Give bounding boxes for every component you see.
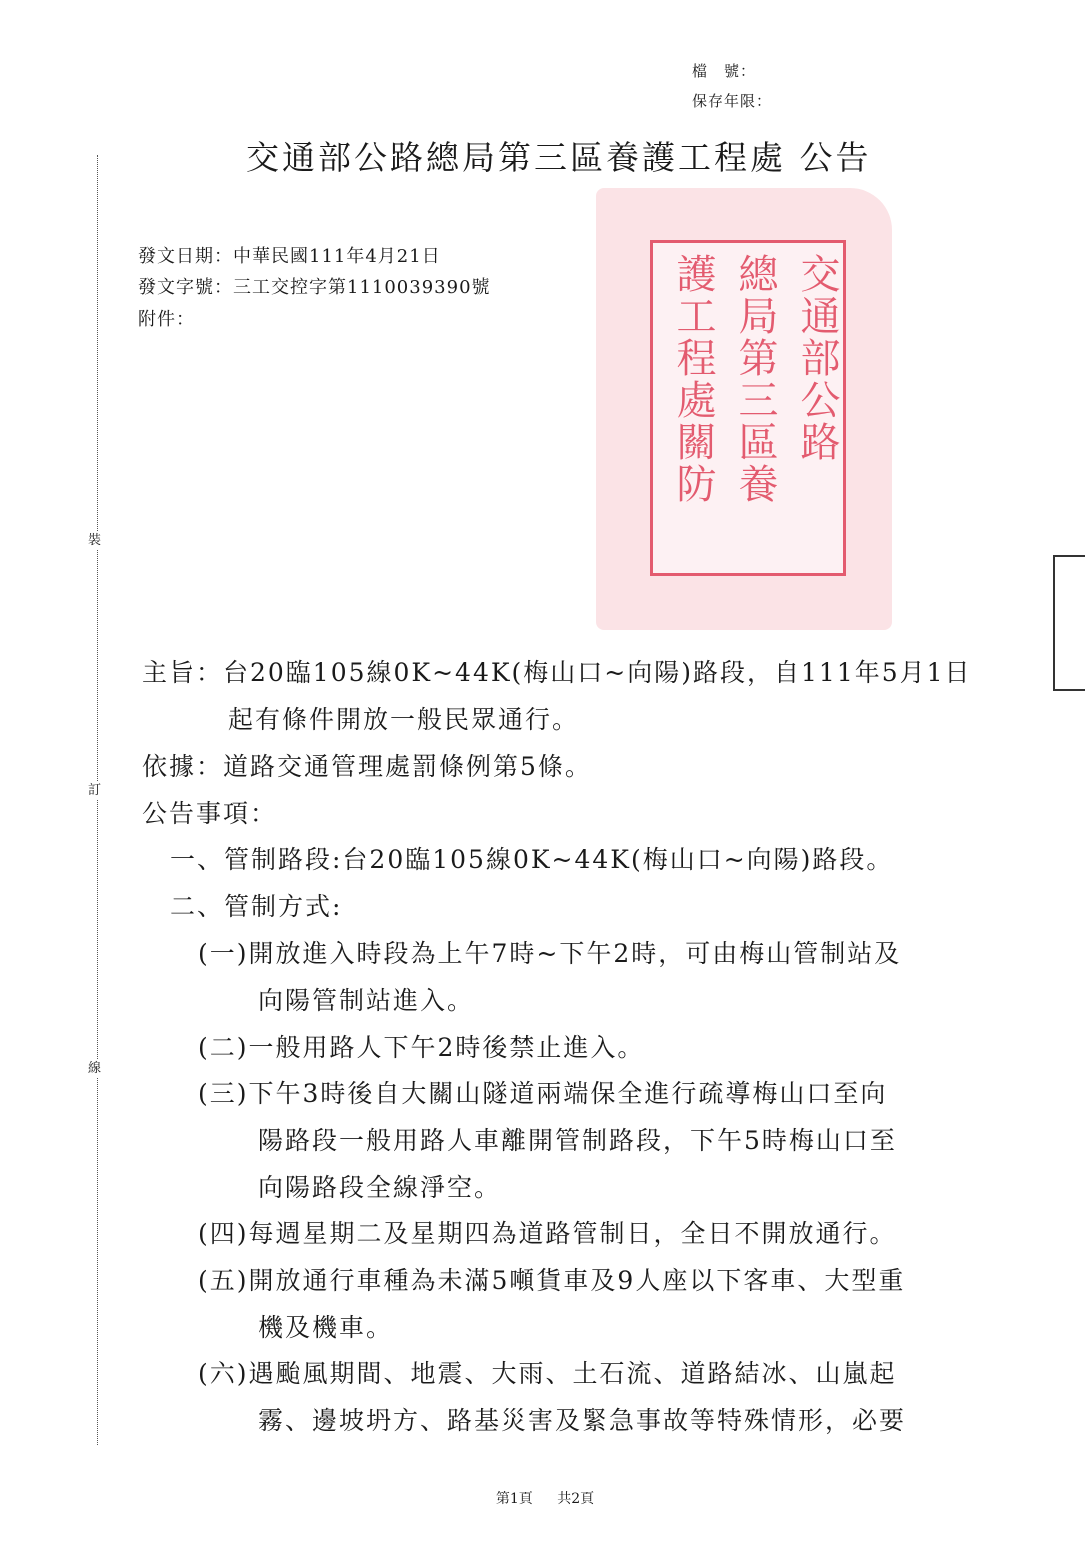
- notice-item-2: 二、管制方式:: [170, 892, 343, 921]
- binding-mark-zhuang: 裝: [88, 533, 102, 548]
- sub-item-1-line-1: (一)開放進入時段為上午7時~下午2時，可由梅山管制站及: [198, 939, 902, 968]
- attachment-label: 附件：: [138, 309, 195, 330]
- file-number-label: 檔 號：: [692, 62, 757, 80]
- sub-item-2: (二)一般用路人下午2時後禁止進入。: [198, 1033, 645, 1062]
- sub-item-1-line-2: 向陽管制站進入。: [258, 986, 475, 1015]
- sub-item-5-line-2: 機及機車。: [258, 1313, 394, 1342]
- seal-column-3: 護工程處關防: [670, 253, 716, 505]
- seal-column-1: 交通部公路: [794, 253, 840, 463]
- edge-clip-mark: [1053, 555, 1085, 691]
- page-footer: [0, 1488, 1090, 1508]
- subject-line-1: 主旨：台20臨105線0K~44K(梅山口~向陽)路段，自111年5月1日: [142, 658, 972, 687]
- page-total: 共2頁: [557, 1491, 595, 1507]
- basis-line: 依據：道路交通管理處罰條例第5條。: [142, 752, 592, 781]
- reference-number: 發文字號：三工交控字第1110039390號: [138, 277, 491, 298]
- sub-item-5-line-1: (五)開放通行車種為未滿5噸貨車及9人座以下客車、大型重: [198, 1266, 906, 1295]
- page-number: 第1頁: [495, 1491, 533, 1507]
- sub-item-6-line-2: 霧、邊坡坍方、路基災害及緊急事故等特殊情形，必要: [258, 1406, 907, 1435]
- seal-column-2: 總局第三區養: [732, 253, 778, 505]
- notice-heading: 公告事項：: [142, 799, 278, 828]
- binding-line: [97, 155, 98, 1445]
- sub-item-3-line-3: 向陽路段全線淨空。: [258, 1173, 502, 1202]
- sub-item-4: (四)每週星期二及星期四為道路管制日，全日不開放通行。: [198, 1219, 897, 1248]
- issue-date: 發文日期：中華民國111年4月21日: [138, 246, 441, 267]
- official-seal: [650, 240, 846, 576]
- binding-mark-xian: 線: [88, 1061, 102, 1076]
- sub-item-3-line-1: (三)下午3時後自大關山隧道兩端保全進行疏導梅山口至向: [198, 1079, 888, 1108]
- notice-item-1: 一、管制路段:台20臨105線0K~44K(梅山口~向陽)路段。: [170, 845, 894, 874]
- page-title: 交通部公路總局第三區養護工程處 公告: [246, 138, 872, 177]
- subject-line-2: 起有條件開放一般民眾通行。: [228, 705, 580, 734]
- sub-item-3-line-2: 陽路段一般用路人車離開管制路段，下午5時梅山口至: [258, 1126, 897, 1155]
- binding-mark-ding: 訂: [88, 783, 102, 798]
- sub-item-6-line-1: (六)遇颱風期間、地震、大雨、土石流、道路結冰、山嵐起: [198, 1359, 897, 1388]
- retention-period-label: 保存年限：: [692, 92, 773, 110]
